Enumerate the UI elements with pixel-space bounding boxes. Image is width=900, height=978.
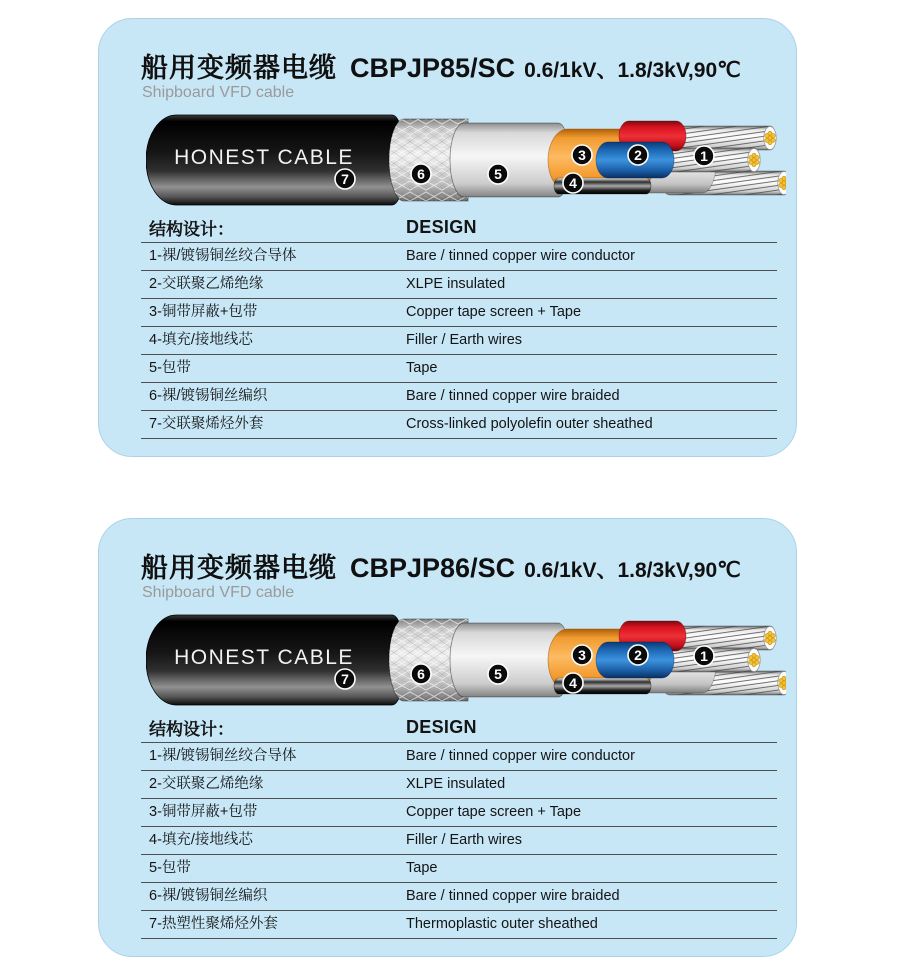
row-label-en: Bare / tinned copper wire braided [406, 888, 620, 904]
row-label-en: XLPE insulated [406, 276, 506, 292]
table-row [141, 770, 777, 798]
table-header-en: DESIGN [406, 216, 477, 237]
product-title-cn: 船用变频器电缆 [141, 53, 337, 83]
cable-illustration [146, 614, 786, 706]
row-label-en: Bare / tinned copper wire braided [406, 388, 620, 404]
table-header-row [141, 212, 777, 242]
row-label-cn: 4-填充/接地线芯 [149, 332, 253, 348]
row-label-en: Tape [406, 860, 438, 876]
row-label-cn: 7-交联聚烯烃外套 [149, 416, 264, 432]
row-label-en: Filler / Earth wires [406, 332, 523, 348]
row-label-cn: 6-裸/镀锡铜丝编织 [149, 888, 268, 904]
table-row [141, 298, 777, 326]
table-row [141, 242, 777, 270]
row-label-cn: 5-包带 [149, 360, 191, 376]
product-panel-cbpjp85 [98, 18, 797, 457]
table-row [141, 326, 777, 354]
row-label-cn: 2-交联聚乙烯绝缘 [149, 276, 264, 292]
table-row [141, 854, 777, 882]
cable-illustration [146, 114, 786, 206]
table-header-en: DESIGN [406, 716, 477, 737]
product-panel-cbpjp86 [98, 518, 797, 957]
row-label-en: Tape [406, 360, 438, 376]
table-row [141, 410, 777, 438]
structure-table [141, 712, 777, 939]
voltage-rating: 0.6/1kV、1.8/3kV,90℃ [524, 559, 741, 582]
row-label-en: XLPE insulated [406, 776, 506, 792]
row-label-en: Copper tape screen + Tape [406, 804, 582, 820]
table-header-row [141, 712, 777, 742]
row-label-en: Thermoplastic outer sheathed [406, 916, 598, 932]
row-label-cn: 5-包带 [149, 860, 191, 876]
table-header-cn: 结构设计： [149, 719, 234, 739]
product-model: CBPJP86/SC [350, 553, 516, 583]
row-label-en: Filler / Earth wires [406, 832, 523, 848]
product-subtitle-en: Shipboard VFD cable [142, 84, 295, 101]
row-label-cn: 7-热塑性聚烯烃外套 [149, 916, 278, 932]
table-body [141, 742, 777, 939]
table-row [141, 882, 777, 910]
table-body [141, 242, 777, 439]
row-label-cn: 4-填充/接地线芯 [149, 832, 253, 848]
product-subtitle-en: Shipboard VFD cable [142, 584, 295, 601]
table-row [141, 826, 777, 854]
voltage-rating: 0.6/1kV、1.8/3kV,90℃ [524, 59, 741, 82]
table-row [141, 798, 777, 826]
product-title-cn: 船用变频器电缆 [141, 553, 337, 583]
row-label-cn: 2-交联聚乙烯绝缘 [149, 776, 264, 792]
table-row [141, 910, 777, 938]
product-title [141, 555, 741, 586]
table-row [141, 742, 777, 770]
table-header-cn: 结构设计： [149, 219, 234, 239]
row-label-cn: 6-裸/镀锡铜丝编织 [149, 388, 268, 404]
row-label-en: Cross-linked polyolefin outer sheathed [406, 416, 653, 432]
row-label-cn: 3-铜带屏蔽+包带 [149, 804, 258, 820]
row-label-en: Copper tape screen + Tape [406, 304, 582, 320]
row-label-en: Bare / tinned copper wire conductor [406, 748, 635, 764]
product-title [141, 55, 741, 86]
row-label-cn: 1-裸/镀锡铜丝绞合导体 [149, 748, 297, 764]
table-row [141, 270, 777, 298]
row-label-en: Bare / tinned copper wire conductor [406, 248, 635, 264]
table-row [141, 354, 777, 382]
row-label-cn: 3-铜带屏蔽+包带 [149, 304, 258, 320]
table-row [141, 382, 777, 410]
structure-table [141, 212, 777, 439]
product-model: CBPJP85/SC [350, 53, 516, 83]
row-label-cn: 1-裸/镀锡铜丝绞合导体 [149, 248, 297, 264]
